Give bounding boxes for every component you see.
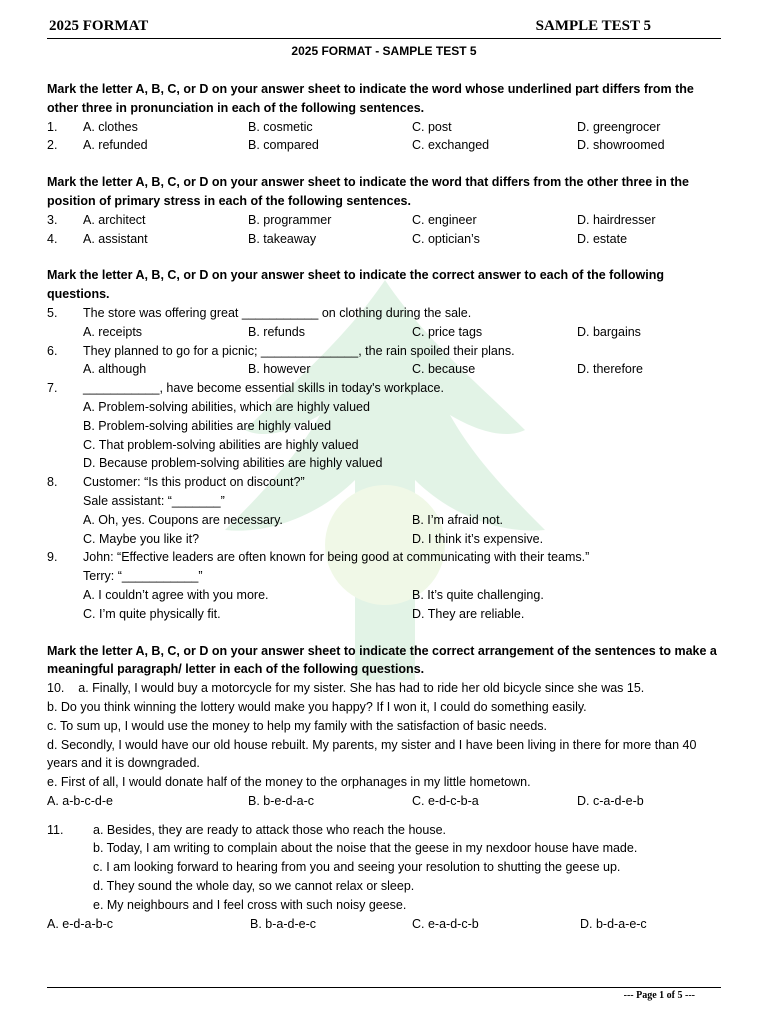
question-10-sentence-c: c. To sum up, I would use the money to help my family with the satisfaction of basic needs. <box>47 718 548 733</box>
question-6 <box>47 342 721 361</box>
option-c: C. e-a-d-c-b <box>412 916 479 931</box>
question-11-options <box>47 915 721 934</box>
option-b <box>47 417 721 436</box>
option-c: C. e-d-c-b-a <box>412 793 479 808</box>
question-2 <box>47 136 721 155</box>
option-d: D. hairdresser <box>577 212 656 227</box>
option-a: A. Oh, yes. Coupons are necessary. <box>83 512 283 527</box>
section-instruction: Mark the letter A, B, C, or D on your answer sheet to indicate the correct arrangement of the sentences to make a meaningful paragraph/ letter in each of the following questions. <box>47 643 717 677</box>
option-b: B. refunds <box>248 324 305 339</box>
option-c-text: C. That problem-solving abilities are highly valued <box>83 437 359 452</box>
question-number: 5. <box>47 305 58 320</box>
option-b: B. compared <box>248 138 319 153</box>
section-instruction: Mark the letter A, B, C, or D on your answer sheet to indicate the word that differs from the other three in the position of primary stress in each of the following sentences. <box>47 175 689 208</box>
option-a-text: A. Problem-solving abilities, which are highly valued <box>83 399 370 414</box>
question-3 <box>47 211 721 230</box>
header-right: SAMPLE TEST 5 <box>535 18 651 34</box>
question-number: 3. <box>47 212 58 227</box>
question-9-options-ab <box>47 586 721 605</box>
sentence-e: e. My neighbours and I feel cross with such noisy geese. <box>93 897 407 912</box>
option-a: A. receipts <box>83 324 143 339</box>
question-10-sentence-d: d. Secondly, I would have our old house rebuilt. My parents, my sister and I have been living in there for more than 40 years and it is downgraded. <box>47 737 697 771</box>
option-c: C. because <box>412 362 476 377</box>
option-a <box>47 398 721 417</box>
option-a: A. architect <box>83 212 146 227</box>
dialogue-line-2: Sale assistant: “_______” <box>83 493 225 508</box>
question-number: 9. <box>47 550 58 565</box>
option-a: A. assistant <box>83 231 148 246</box>
option-d: D. showroomed <box>577 138 665 153</box>
question-9-line-2 <box>47 567 721 586</box>
question-text: The store was offering great ___________ on clothing during the sale. <box>83 305 472 320</box>
option-d: D. c-a-d-e-b <box>577 793 644 808</box>
option-c: C. post <box>412 119 452 134</box>
question-8-options-ab <box>47 511 721 530</box>
question-text: ___________, have become essential skills in today's workplace. <box>83 381 444 396</box>
question-1 <box>47 118 721 137</box>
question-9 <box>47 548 721 567</box>
option-b: B. programmer <box>248 212 332 227</box>
question-8-line-2 <box>47 492 721 511</box>
question-6-options <box>47 360 721 379</box>
test-content <box>47 80 721 933</box>
option-a: A. e-d-a-b-c <box>47 916 113 931</box>
section-instruction: Mark the letter A, B, C, or D on your answer sheet to indicate the correct answer to each of the following questions. <box>47 268 665 302</box>
option-b: B. It’s quite challenging. <box>412 587 544 602</box>
sentence-c: c. I am looking forward to hearing from you and seeing your resolution to shutting the geese up. <box>93 860 621 875</box>
option-d: D. I think it’s expensive. <box>412 531 544 546</box>
option-b: B. b-a-d-e-c <box>250 916 316 931</box>
sentence-b: b. Today, I am writing to complain about the noise that the geese in my nexdoor house have made. <box>93 841 638 856</box>
question-number: 11. <box>47 822 64 837</box>
question-4 <box>47 230 721 249</box>
option-c: C. I’m quite physically fit. <box>83 606 221 621</box>
option-a: A. clothes <box>83 119 138 134</box>
option-b: B. I’m afraid not. <box>412 512 504 527</box>
option-a: A. I couldn’t agree with you more. <box>83 587 269 602</box>
option-d: D. They are reliable. <box>412 606 525 621</box>
option-c: C. Maybe you like it? <box>83 531 200 546</box>
page-header <box>47 18 721 39</box>
question-5-options <box>47 323 721 342</box>
option-b-text: B. Problem-solving abilities are highly valued <box>83 418 332 433</box>
question-number: 6. <box>47 343 58 358</box>
question-10-sentence-b: b. Do you think winning the lottery would make you happy? If I won it, I could do something easily. <box>47 699 587 714</box>
section-pronunciation <box>47 80 721 155</box>
option-c: C. optician’s <box>412 231 480 246</box>
question-7 <box>47 379 721 398</box>
option-b: B. takeaway <box>248 231 317 246</box>
option-b: B. cosmetic <box>248 119 313 134</box>
question-10-options <box>47 792 721 811</box>
question-9-options-cd <box>47 605 721 624</box>
option-d: D. greengrocer <box>577 119 661 134</box>
option-d: D. estate <box>577 231 628 246</box>
option-a: A. refunded <box>83 138 148 153</box>
option-a: A. although <box>83 362 147 377</box>
section-stress <box>47 173 721 248</box>
section-arrangement <box>47 642 721 811</box>
sentence-a: a. Besides, they are ready to attack those who reach the house. <box>93 822 446 837</box>
option-d-text: D. Because problem-solving abilities are highly valued <box>83 456 383 471</box>
sentence-d: d. They sound the whole day, so we cannot relax or sleep. <box>93 879 415 894</box>
question-11-sentences <box>47 821 721 915</box>
option-b: B. however <box>248 362 311 377</box>
option-c: C. engineer <box>412 212 477 227</box>
dialogue-line-1: John: “Effective leaders are often known for being good at communicating with their teams.” <box>83 550 590 565</box>
question-10-sentence-a: 10. a. Finally, I would buy a motorcycle for my sister. She has had to ride her old bicycle since she was 15. <box>47 681 645 696</box>
section-correct-answer <box>47 266 721 623</box>
header-left: 2025 FORMAT <box>49 18 149 34</box>
option-c: C. price tags <box>412 324 483 339</box>
option-d: D. b-d-a-e-c <box>580 916 647 931</box>
option-b: B. b-e-d-a-c <box>248 793 314 808</box>
question-number: 2. <box>47 138 58 153</box>
question-number: 7. <box>47 381 58 396</box>
dialogue-line-2: Terry: “___________” <box>83 569 203 584</box>
question-10-sentence-e: e. First of all, I would donate half of the money to the orphanages in my little hometown. <box>47 775 531 790</box>
page-footer <box>47 987 721 1001</box>
page-title: 2025 FORMAT - SAMPLE TEST 5 <box>291 44 477 58</box>
question-8-options-cd <box>47 530 721 549</box>
section-instruction: Mark the letter A, B, C, or D on your answer sheet to indicate the word whose underlined part differs from the other three in pronunciation in each of the following sentences. <box>47 82 694 115</box>
option-d <box>47 454 721 473</box>
option-d: D. bargains <box>577 324 641 339</box>
question-11 <box>47 821 721 934</box>
page-number: --- Page 1 of 5 --- <box>623 990 695 1001</box>
question-number: 4. <box>47 231 58 246</box>
dialogue-line-1: Customer: “Is this product on discount?” <box>83 475 305 490</box>
question-8 <box>47 473 721 492</box>
option-c: C. exchanged <box>412 138 490 153</box>
question-number: 8. <box>47 475 58 490</box>
option-d: D. therefore <box>577 362 644 377</box>
question-number: 1. <box>47 119 58 134</box>
option-c <box>47 436 721 455</box>
question-text: They planned to go for a picnic; ______________, the rain spoiled their plans. <box>83 343 515 358</box>
question-5 <box>47 304 721 323</box>
option-a: A. a-b-c-d-e <box>47 793 113 808</box>
